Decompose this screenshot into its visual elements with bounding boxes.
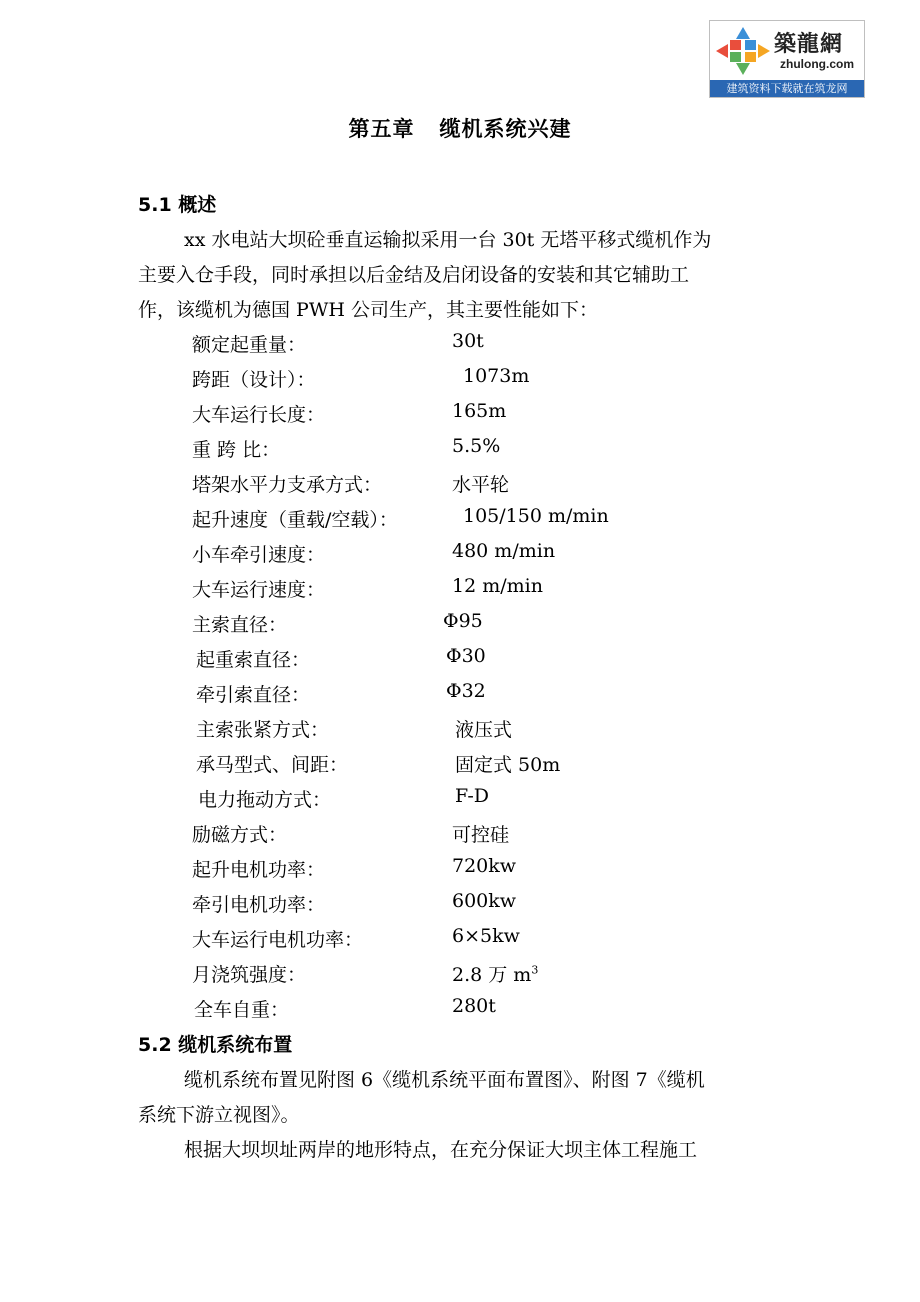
spec-label: 起升电机功率： bbox=[192, 859, 326, 881]
paragraph-line: xx 水电站大坝砼垂直运输拟采用一台 30t 无塔平移式缆机作为 bbox=[184, 229, 712, 251]
spec-value: 1073m bbox=[463, 365, 530, 387]
zhulong-logo-icon bbox=[714, 25, 772, 77]
spec-value: 600kw bbox=[452, 890, 517, 912]
spec-value: 480 m/min bbox=[452, 540, 556, 562]
spec-label: 重 跨 比： bbox=[192, 439, 281, 461]
spec-value: Φ32 bbox=[446, 680, 486, 702]
spec-value: 280t bbox=[452, 995, 496, 1017]
spec-label: 承马型式、间距： bbox=[196, 754, 349, 776]
spec-label: 大车运行电机功率： bbox=[192, 929, 364, 951]
logo-banner: 建筑资料下载就在筑龙网 bbox=[710, 80, 864, 97]
spec-label: 塔架水平力支承方式： bbox=[192, 474, 383, 496]
spec-label: 全车自重： bbox=[194, 999, 290, 1021]
paragraph-line: 缆机系统布置见附图 6《缆机系统平面布置图》、附图 7《缆机 bbox=[184, 1069, 705, 1091]
spec-value: 30t bbox=[452, 330, 484, 352]
spec-label: 牵引电机功率： bbox=[192, 894, 326, 916]
spec-value: 105/150 m/min bbox=[463, 505, 609, 527]
spec-label: 小车牵引速度： bbox=[192, 544, 326, 566]
spec-label: 起升速度（重载/空载）： bbox=[192, 509, 398, 531]
spec-value: 液压式 bbox=[455, 719, 513, 741]
paragraph-line: 系统下游立视图》。 bbox=[138, 1104, 300, 1126]
spec-label: 主索直径： bbox=[192, 614, 288, 636]
spec-label: 电力拖动方式： bbox=[198, 789, 332, 811]
spec-label: 大车运行速度： bbox=[192, 579, 326, 601]
spec-value: 12 m/min bbox=[452, 575, 543, 597]
chapter-title: 第五章 缆机系统兴建 bbox=[348, 117, 572, 141]
paragraph-line: 主要入仓手段，同时承担以后金结及启闭设备的安装和其它辅助工 bbox=[138, 264, 690, 286]
spec-value-superscript: 3 bbox=[531, 963, 539, 977]
spec-value: 6×5kw bbox=[452, 925, 520, 947]
logo-url: zhulong.com bbox=[780, 57, 854, 71]
spec-value: 165m bbox=[452, 400, 507, 422]
spec-value: 固定式 50m bbox=[455, 754, 561, 776]
spec-value: Φ95 bbox=[443, 610, 483, 632]
spec-label: 主索张紧方式： bbox=[196, 719, 330, 741]
spec-value: F-D bbox=[455, 785, 489, 807]
spec-label: 跨距（设计）： bbox=[192, 369, 316, 391]
spec-label: 大车运行长度： bbox=[192, 404, 326, 426]
spec-label: 起重索直径： bbox=[196, 649, 311, 671]
spec-value: 720kw bbox=[452, 855, 517, 877]
spec-value: 5.5% bbox=[452, 435, 501, 457]
section-heading-5-2: 5.2 缆机系统布置 bbox=[138, 1034, 293, 1056]
spec-label: 牵引索直径： bbox=[196, 684, 311, 706]
spec-label: 励磁方式： bbox=[192, 824, 288, 846]
spec-value-text: 2.8 万 m bbox=[452, 964, 532, 986]
logo-name: 築龍網 bbox=[774, 31, 844, 57]
paragraph-line: 根据大坝坝址两岸的地形特点，在充分保证大坝主体工程施工 bbox=[184, 1139, 698, 1161]
spec-value: 水平轮 bbox=[452, 474, 510, 496]
spec-value bbox=[452, 960, 538, 987]
paragraph-line: 作，该缆机为德国 PWH 公司生产，其主要性能如下： bbox=[138, 299, 598, 321]
spec-value: Φ30 bbox=[446, 645, 486, 667]
spec-label: 月浇筑强度： bbox=[192, 964, 307, 986]
spec-value: 可控硅 bbox=[452, 824, 510, 846]
spec-label: 额定起重量： bbox=[192, 334, 307, 356]
section-heading-5-1: 5.1 概述 bbox=[138, 194, 217, 216]
zhulong-logo bbox=[709, 20, 865, 98]
